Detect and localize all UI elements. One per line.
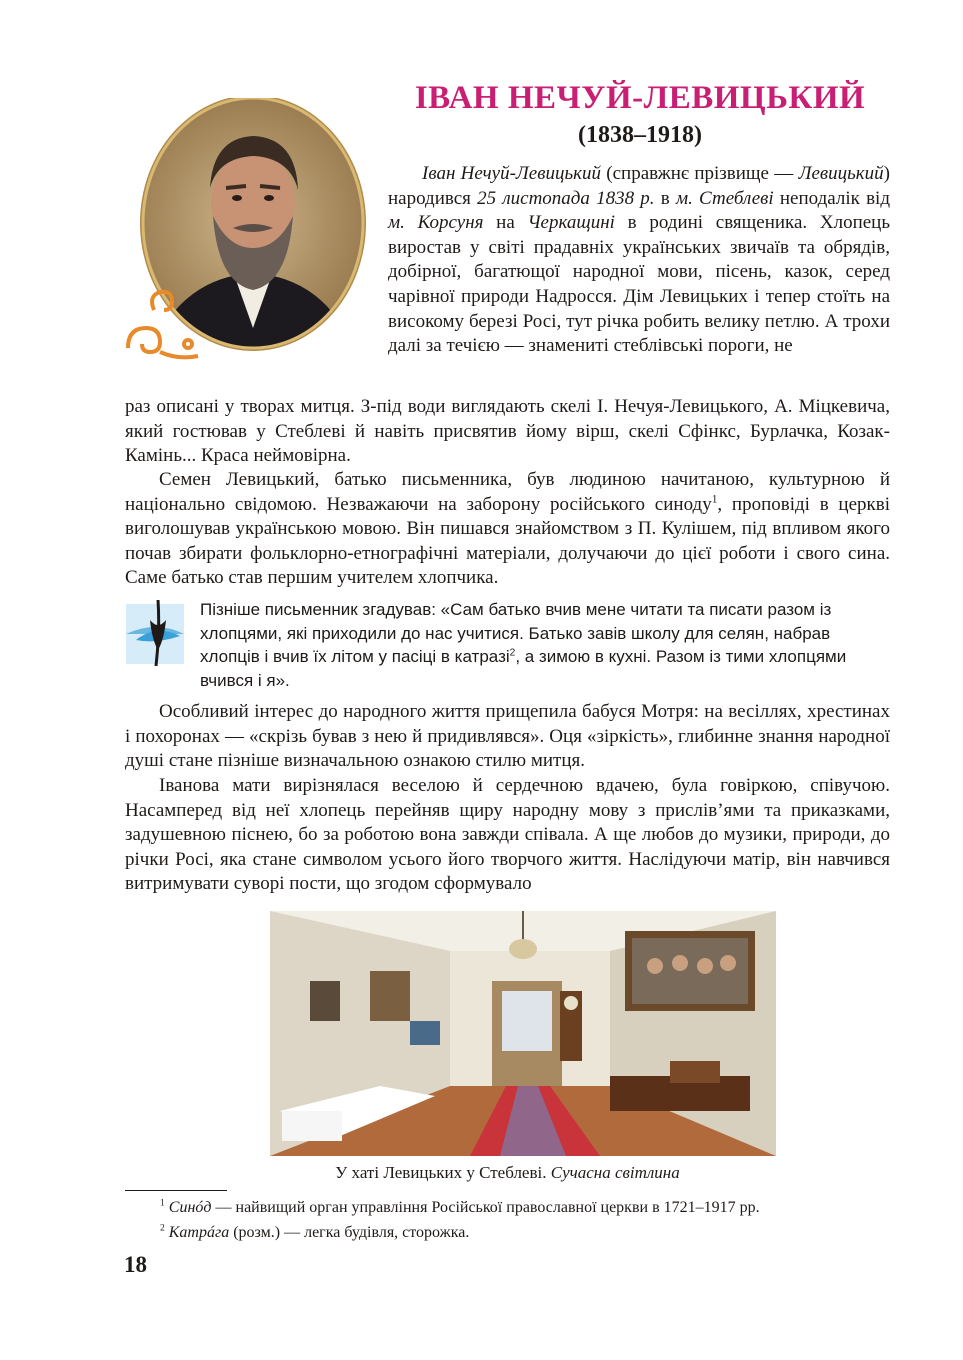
footnote-text: — найвищий орган управління Російської православної церкви в 1721–1917 рр.: [211, 1199, 760, 1216]
footnote-ref[interactable]: 2: [509, 647, 516, 659]
footnote-text: (розм.) — легка будівля, сторожка.: [229, 1224, 470, 1241]
text: Пізніше письменник згадував: «Сам батько вчив мене читати та писати разом із хлопцями, які приходили до нас учитися. Батько завів школу для селян, набрав хлопців і вчив їх літом у пасіці в катразі: [200, 600, 832, 667]
footnote-number: 1: [160, 1197, 165, 1209]
life-years: (1838–1918): [578, 122, 702, 148]
text: , проповіді в церкві виголошував українською мовою. Він пишався знайомством з П. Кулішем, під впливом якого почав збирати фольклорно-етнографічні матеріали, долучаючи до цієї роботи і свого сина. Саме батько став першим учителем хлопчика.: [125, 493, 890, 589]
footnote-2: [160, 1224, 469, 1242]
quote-block: [200, 598, 890, 692]
text: У хаті Левицьких у Стеблеві.: [335, 1163, 551, 1182]
footnote-term: Синóд: [168, 1199, 212, 1216]
text: на: [483, 212, 528, 234]
paragraph-1-continued: раз описані у творах митця. З-під води виглядають скелі І. Нечуя-Левицького, А. Міцкевича, який гостював у Стеблеві й навіть присвятив йому вірш, скелі Сфінкс, Бурлачка, Козак-Камінь... Краса неймовірна.: [125, 396, 890, 467]
photo-caption: [125, 1163, 890, 1183]
text: ) народився: [388, 163, 890, 209]
portrait-image: [118, 98, 380, 370]
paragraph-2: [125, 468, 890, 591]
text: в: [654, 187, 676, 209]
text-town: м. Стеблеві: [675, 187, 774, 209]
text: Сучасна світлина: [550, 1163, 680, 1182]
footnote-term: Катрáга: [168, 1224, 230, 1241]
text: , а зимою в кухні. Разом із тими хлопцями вчився і я».: [200, 647, 847, 690]
footnote-number: 2: [160, 1222, 165, 1234]
quill-icon: [126, 600, 186, 668]
text: в родині священика. Хлопець виростав у світі прадавніх українських звичаїв та обрядів, добірної, багатющої народної мови, пісень, казок, серед чарівної природи Надросся. Дім Левицьких і тепер стоїть на високому березі Росі, тут річка робить велику петлю. А трохи далі за течією — знамениті стеблівські пороги, не: [388, 212, 891, 357]
text-name: Іван Нечуй-Левицький: [422, 163, 601, 184]
text-town: м. Корсуня: [388, 212, 484, 234]
text: (справжнє прізвище —: [600, 163, 799, 184]
text-region: Черкащині: [527, 212, 615, 234]
text: неподалік від: [773, 187, 890, 209]
text-birthdate: 25 листопада 1838 р.: [477, 187, 655, 209]
page-title: ІВАН НЕЧУЙ-ЛЕВИЦЬКИЙ: [414, 80, 866, 116]
footnote-ref[interactable]: 1: [711, 493, 718, 506]
text: Семен Левицький, батько письменника, був людиною начитаною, культурною й національно свідомою. Незважаючи на заборону російського синоду: [125, 469, 890, 515]
page-number: 18: [124, 1252, 147, 1277]
footnote-divider: [125, 1190, 227, 1191]
interior-photo: [270, 911, 776, 1156]
footnote-1: [160, 1199, 760, 1217]
text-surname: Левицький: [798, 163, 884, 184]
paragraph-3: Особливий інтерес до народного життя прищепила бабуся Мотря: на весіллях, хрестинах і похоронах — «скрізь бував з нею й придивлявся». Оця «зіркість», глибинне знання народної душі стане пізніше визначальною ознакою стилю митця.: [125, 701, 890, 772]
paragraph-1: [388, 162, 890, 359]
paragraph-4: Іванова мати вирізнялася веселою й сердечною вдачею, була говіркою, співучою. Насамперед від неї хлопець перейняв щиру народну мову з прислів’ями та приказками, задушевною піснею, бо за роботою вона завжди співала. А ще любов до музики, природи, до річки Росі, яка стане символом усього його творчого життя. Наслідуючи матір, він навчився витримувати суворі пости, що згодом сформувало: [125, 775, 890, 895]
